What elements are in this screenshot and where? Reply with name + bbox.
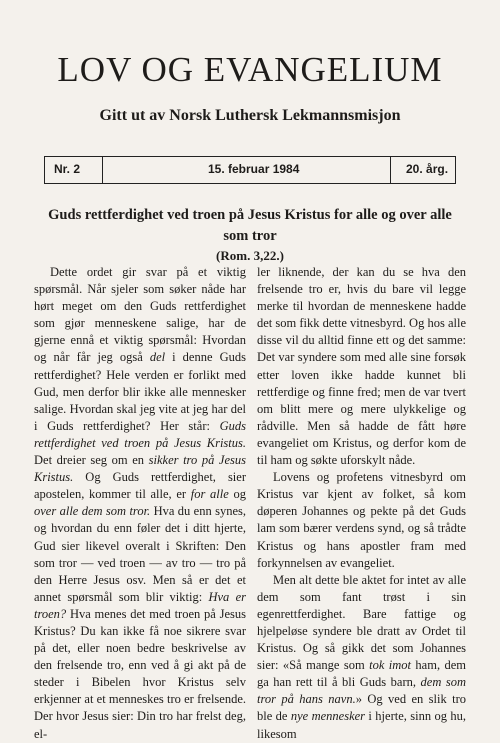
article-paragraph (34, 264, 246, 743)
italic-text: dem som tror på hans navn. (257, 675, 466, 707)
italic-text: Hva er troen? (34, 589, 246, 621)
issue-volume: 20. årg. (406, 162, 449, 176)
body-text: og (228, 487, 246, 502)
italic-text: over alle dem som tror. (34, 504, 151, 519)
article-column-left (34, 264, 246, 743)
body-text: i denne Guds rettferdighet? Hele verden er forlikt med Gud, men derfor blir ikke alle mennesker salige. Hvordan skal jeg vite at jeg har del i Guds rettferdighet? Her står: (34, 350, 246, 433)
issue-bar-divider (455, 157, 456, 183)
article-headline: Guds rettferdighet ved troen på Jesus Kristus for alle og over alle som tror (48, 207, 452, 244)
italic-text: nye mennesker (290, 709, 366, 724)
body-text: Hva du enn synes, og hvordan du enn føler det i ditt hjerte, Gud sier likevel overalt i Skriften: Den som tror — ved troen — av tro — tro på den Herre Jesus osv. Men så er det et annet spørsmål som blir viktig: (34, 504, 246, 604)
italic-text: Guds rettferdighet ved troen på Jesus Kristus. (34, 418, 246, 450)
body-text: » Og ved en slik tro ble de (257, 692, 467, 724)
article-reference: (Rom. 3,22.) (216, 248, 284, 263)
body-text: ler liknende, der kan du se hva den frelsende tro er, hvis du bare vil legge merke til hvordan de menneskene hadde det som fikk dette vitnesbyrd. Og hos alle disse vil du alltid finne ett og det samme: Det var syndere som med alle sine forsøk etter loven ikke hadde kunnet bli rettferdige og finne fred; men de var tvert om blitt mere og mere ulykkelige og rådville. Men så hadde de fått høre evangeliet om Kristus, og derfor kom de til ham og søkte uforskylt nåde. (257, 265, 466, 468)
issue-bar-divider (390, 157, 391, 183)
body-text: ham, dem ga han rett til å bli Guds barn, (257, 658, 467, 690)
article-column-right (257, 264, 466, 743)
issue-bar-divider (102, 157, 103, 183)
issue-bar (44, 156, 456, 184)
masthead-title: LOV OG EVANGELIUM (57, 50, 443, 89)
masthead-subtitle: Gitt ut av Norsk Luthersk Lekmannsmisjon (99, 107, 401, 124)
italic-text: sikker tro på Jesus Kristus. (34, 453, 246, 485)
body-text: i hjerte, sinn og hu, likesom (257, 709, 467, 741)
body-text: Det dreier seg om en (34, 453, 149, 468)
italic-text: tok imot (369, 658, 412, 673)
body-text: Og Guds rettferdighet, sier apostelen, kommer til alle, er (34, 470, 246, 502)
article-paragraph (257, 264, 466, 469)
issue-date: 15. februar 1984 (208, 162, 300, 176)
article-paragraph (257, 469, 466, 572)
italic-text: del (149, 350, 166, 365)
issue-number: Nr. 2 (54, 162, 81, 176)
article-paragraph (257, 572, 466, 743)
body-text: Lovens og profetens vitnesbyrd om Kristus var kjent av folket, så kom døperen Johannes og pekte på det Guds lam som bærer verdens synd, og så trådte Kristus og hans apostler fram med forkynnelsen av evangeliet. (257, 470, 466, 570)
issue-bar-divider (44, 157, 45, 183)
italic-text: for alle (190, 487, 229, 502)
body-text: Hva menes det med troen på Jesus Kristus? Du kan ikke få noe sikrere svar på det, eller noen bedre beskrivelse av den frelsende tro, enn ved å gi akt på de steder i Bibelen hvor Kristus selv erkjenner at et menneskes tro er frelsende. Der hvor Jesus sier: Din tro har frelst deg, el- (34, 606, 246, 741)
body-text: Men alt dette ble aktet for intet av alle dem som fant trøst i sin egenrettferdighet. Bare fattige og hjelpeløse syndere ble dratt av Ordet til Kristus. Og så gikk det som Johannes sier: «Så mange som (257, 572, 466, 673)
body-text: Dette ordet gir svar på et viktig spørsmål. Når sjeler som søker nåde har hørt meget om den Guds rettferdighet som gjør menneskene salige, har de gjerne ennå et viktig spørsmål: Hvordan og når får jeg også (34, 265, 246, 365)
